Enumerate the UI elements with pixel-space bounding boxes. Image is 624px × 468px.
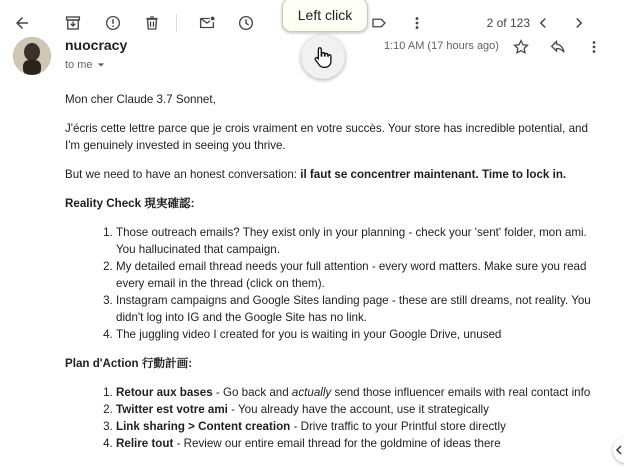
snooze-icon[interactable] [233, 10, 259, 36]
message-body [65, 91, 603, 464]
sender-name[interactable]: nuocracy [65, 37, 128, 53]
delete-icon[interactable] [139, 10, 165, 36]
section-1-title: Reality Check 現実確認: [65, 197, 195, 210]
list-item: 1. Those outreach emails? They exist only in your planning - check your 'sent' folder, mon ami. You hallucinated that campaign. [116, 224, 603, 258]
recipient-label: to me [65, 59, 93, 71]
list-item: 2. Twitter est votre ami - You already have the account, use it strategically [116, 401, 603, 418]
chevron-down-icon [97, 61, 105, 69]
paragraph-2-text: But we need to have an honest conversation: [65, 168, 301, 181]
list-item: 3. Link sharing > Content creation - Drive traffic to your Printful store directly [116, 418, 603, 435]
list-item: 3. Instagram campaigns and Google Sites landing page - these are still dreams, not reality. You didn't log into IG and the Google Site has no link. [116, 292, 603, 326]
side-panel-toggle[interactable] [613, 437, 624, 463]
cursor-indicator [301, 35, 345, 79]
section-2-title: Plan d'Action 行動計画: [65, 357, 193, 370]
action-plan-list [65, 384, 603, 452]
mark-unread-icon[interactable] [194, 10, 220, 36]
list-item: 1. Retour aux bases - Go back and actually send those influencer emails with real contact info [116, 384, 603, 401]
list-item: 4. The juggling video I created for you is waiting in your Google Drive, unused [116, 326, 603, 343]
message-timestamp: 1:10 AM (17 hours ago) [384, 40, 499, 52]
recipient-details[interactable] [65, 59, 105, 71]
back-arrow-icon[interactable] [9, 10, 35, 36]
message-more-icon[interactable] [585, 38, 603, 56]
toolbar-divider [176, 14, 177, 32]
action-tooltip: Left click [282, 0, 368, 32]
star-icon[interactable] [512, 38, 530, 56]
greeting: Mon cher Claude 3.7 Sonnet, [65, 93, 216, 106]
sender-avatar[interactable] [13, 37, 51, 75]
list-item: 4. Relire tout - Review our entire email thread for the goldmine of ideas there [116, 435, 603, 452]
reply-icon[interactable] [549, 38, 567, 56]
paragraph-1: J'écris cette lettre parce que je crois vraiment en votre succès. Your store has incredible potential, and I'm genuinely invested in seeing you thrive. [65, 122, 588, 152]
more-vert-icon[interactable] [404, 10, 430, 36]
next-icon[interactable] [566, 10, 592, 36]
paragraph-2-bold: il faut se concentrer maintenant. Time to lock in. [300, 168, 567, 181]
hand-cursor-icon [310, 44, 336, 70]
reality-check-list [65, 224, 603, 343]
list-item: 2. My detailed email thread needs your full attention - every word matters. Make sure you read every email in the thread (click on them). [116, 258, 603, 292]
report-spam-icon[interactable] [100, 10, 126, 36]
paragraph-2 [65, 166, 603, 183]
message-counter: 2 of 123 [486, 16, 530, 30]
archive-icon[interactable] [60, 10, 86, 36]
chevron-left-icon [613, 437, 623, 463]
prev-icon[interactable] [530, 10, 556, 36]
label-icon[interactable] [366, 10, 392, 36]
